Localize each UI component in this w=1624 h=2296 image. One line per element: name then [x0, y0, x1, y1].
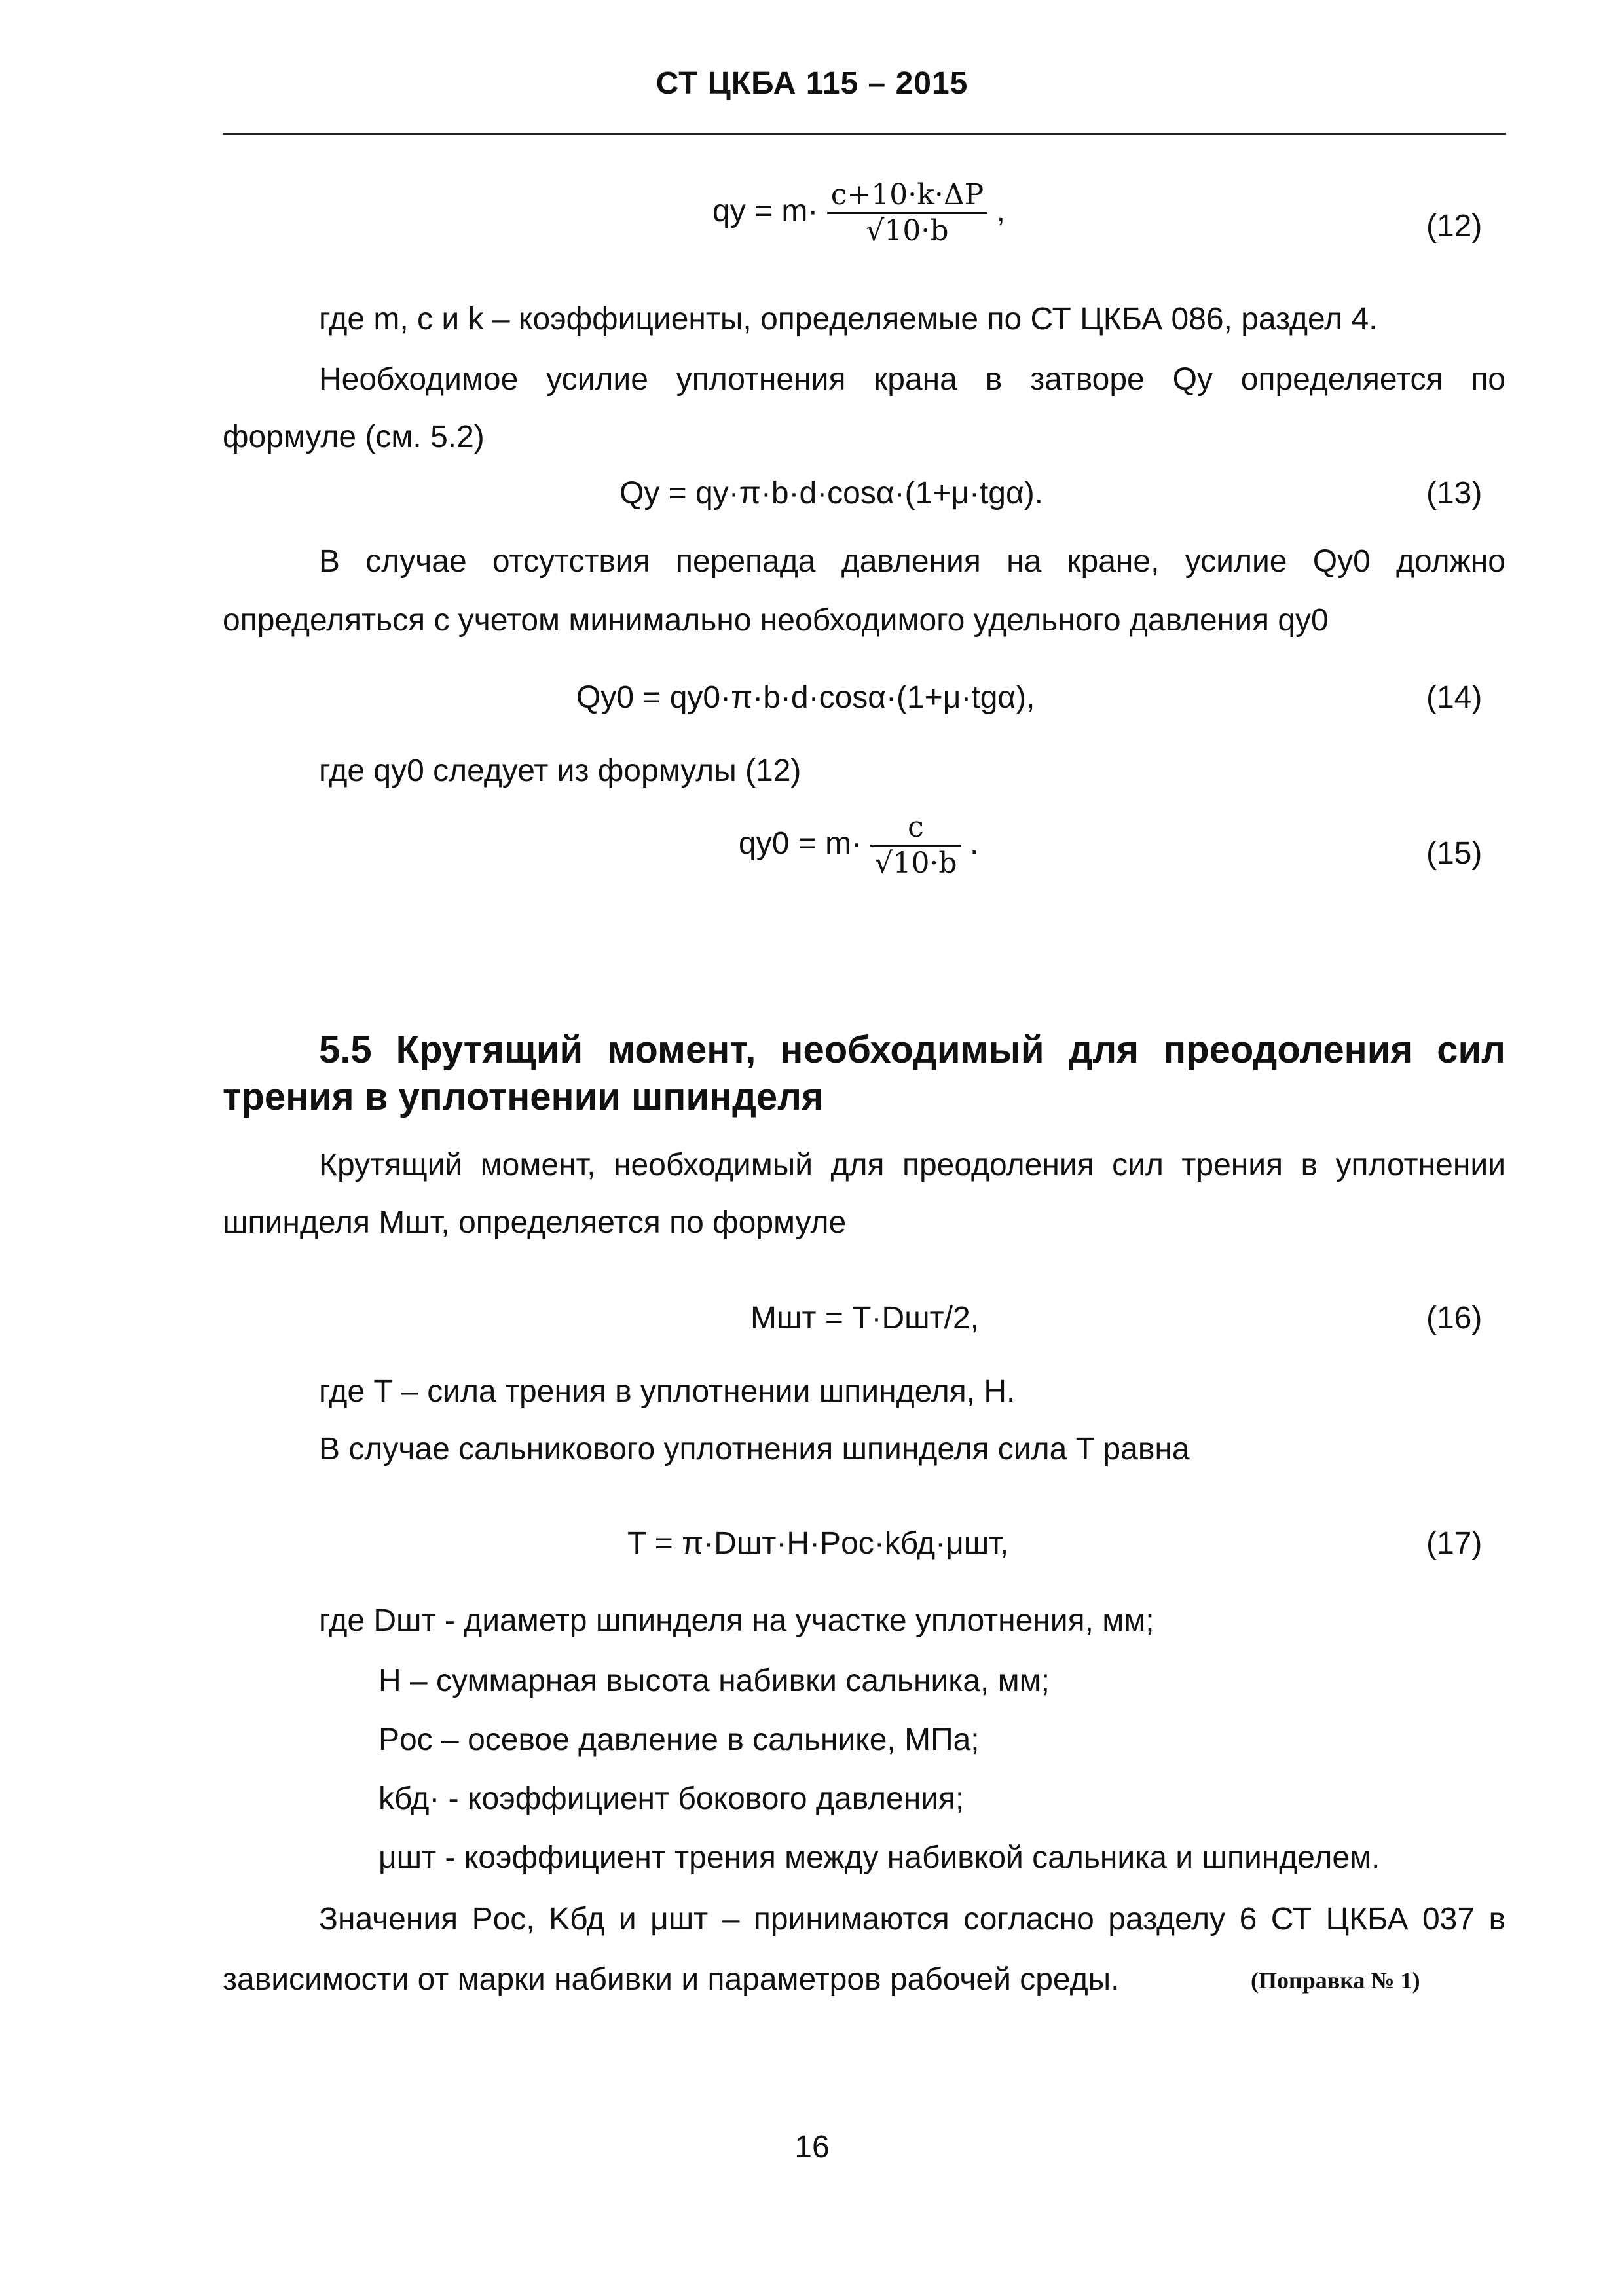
formula-12-denominator: √10·b	[827, 212, 988, 248]
section-heading-line1: 5.5 Крутящий момент, необходимый для преодоления сил	[319, 1029, 1505, 1071]
formula-13-number: (13)	[1426, 476, 1483, 511]
definition-friction-coefficient: μшт - коэффициент трения между набивкой сальника и шпинделем.	[378, 1840, 1380, 1875]
page-number: 16	[794, 2130, 830, 2164]
header-rule	[223, 133, 1506, 135]
paragraph-no-pressure-line1: В случае отсутствия перепада давления на кране, усилие Qy0 должно	[319, 544, 1505, 579]
definition-height: H – суммарная высота набивки сальника, мм;	[378, 1664, 1050, 1698]
paragraph-values-line2: зависимости от марки набивки и параметров рабочей среды.	[223, 1962, 1120, 1997]
formula-12-lhs: qy = m·	[712, 194, 819, 229]
document-header: СТ ЦКБА 115 – 2015	[655, 66, 969, 101]
formula-15-numerator: c	[908, 811, 924, 844]
definition-diameter: где Dшт - диаметр шпинделя на участке уплотнения, мм;	[319, 1603, 1154, 1638]
amendment-note: (Поправка № 1)	[1251, 1967, 1420, 1994]
formula-12	[712, 178, 1005, 248]
definition-axial-pressure: Pос – осевое давление в сальнике, МПа;	[378, 1722, 980, 1757]
paragraph-seal-force-line2: формуле (см. 5.2)	[223, 420, 485, 454]
paragraph-seal-force-line1: Необходимое усилие уплотнения крана в затворе Qy определяется по	[319, 362, 1505, 397]
paragraph-torque-line2: шпинделя Mшт, определяется по формуле	[223, 1205, 847, 1240]
paragraph-no-pressure-line2: определяться с учетом минимально необходимого удельного давления qy0	[223, 603, 1329, 638]
formula-17: T = π·Dшт·H·Pос·kбд·μшт,	[627, 1526, 1009, 1561]
formula-12-fraction	[827, 178, 988, 248]
paragraph-gland-seal: В случае сальникового уплотнения шпинделя сила T равна	[319, 1432, 1190, 1467]
paragraph-qy0-from-12: где qy0 следует из формулы (12)	[319, 754, 802, 788]
section-heading-line2: трения в уплотнении шпинделя	[223, 1076, 824, 1118]
formula-14: Qy0 = qy0·π·b·d·cosα·(1+μ·tgα),	[576, 680, 1035, 715]
formula-13: Qy = qy·π·b·d·cosα·(1+μ·tgα).	[619, 476, 1044, 511]
formula-15	[739, 811, 978, 881]
paragraph-values-line1: Значения Pос, Kбд и μшт – принимаются согласно разделу 6 СТ ЦКБА 037 в	[319, 1902, 1505, 1937]
paragraph-torque-line1: Крутящий момент, необходимый для преодоления сил трения в уплотнении	[319, 1148, 1505, 1182]
formula-15-fraction	[870, 811, 961, 881]
formula-16: Mшт = T·Dшт/2,	[750, 1301, 980, 1336]
formula-15-tail: .	[969, 826, 979, 862]
paragraph-friction-force: где T – сила трения в уплотнении шпинделя, Н.	[319, 1374, 1016, 1409]
formula-17-number: (17)	[1426, 1526, 1483, 1561]
paragraph-coefficients: где m, c и k – коэффициенты, определяемые по СТ ЦКБА 086, раздел 4.	[319, 302, 1378, 337]
definition-lateral-coefficient: kбд· - коэффициент бокового давления;	[378, 1781, 965, 1816]
formula-15-denominator: √10·b	[870, 845, 961, 881]
formula-12-tail: ,	[996, 194, 1005, 229]
formula-16-number: (16)	[1426, 1301, 1483, 1336]
formula-15-number: (15)	[1426, 836, 1483, 871]
formula-12-numerator: c+10·k·ΔP	[830, 178, 984, 211]
formula-12-number: (12)	[1426, 209, 1483, 244]
formula-14-number: (14)	[1426, 680, 1483, 715]
formula-15-lhs: qy0 = m·	[739, 826, 862, 862]
